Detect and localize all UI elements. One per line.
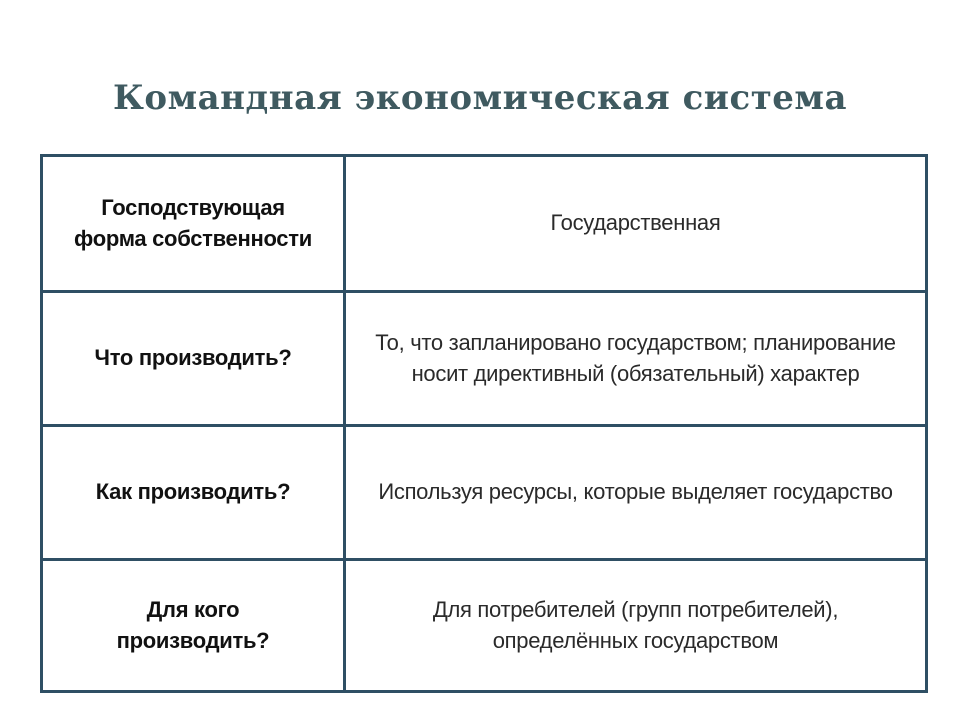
label-line: производить? bbox=[116, 627, 270, 653]
label-line: форма собственности bbox=[74, 225, 312, 251]
value-line: определённых государством bbox=[492, 627, 779, 653]
row-value-ownership bbox=[345, 156, 927, 292]
comparison-table bbox=[40, 154, 928, 693]
value-line: Государственная bbox=[550, 210, 721, 236]
row-value-what bbox=[345, 292, 927, 426]
row-value-for-whom bbox=[345, 560, 927, 692]
value-line: То, что запланировано государством; планирование bbox=[375, 329, 896, 355]
table-row-how bbox=[42, 426, 927, 560]
label-line: Что производить? bbox=[94, 345, 292, 371]
label-line: Для кого bbox=[146, 596, 240, 622]
value-line: Используя ресурсы, которые выделяет государство bbox=[378, 479, 893, 505]
row-label-how bbox=[42, 426, 345, 560]
value-line: Для потребителей (групп потребителей), bbox=[432, 596, 839, 622]
row-label-what bbox=[42, 292, 345, 426]
table-row-ownership bbox=[42, 156, 927, 292]
value-line: носит директивный (обязательный) характер bbox=[411, 360, 860, 386]
table-row-for-whom bbox=[42, 560, 927, 692]
row-label-ownership bbox=[42, 156, 345, 292]
label-line: Как производить? bbox=[95, 479, 291, 505]
label-line: Господствующая bbox=[101, 194, 285, 220]
row-label-for-whom bbox=[42, 560, 345, 692]
table-row-what bbox=[42, 292, 927, 426]
row-value-how bbox=[345, 426, 927, 560]
slide-title: Командная экономическая система bbox=[113, 78, 847, 118]
